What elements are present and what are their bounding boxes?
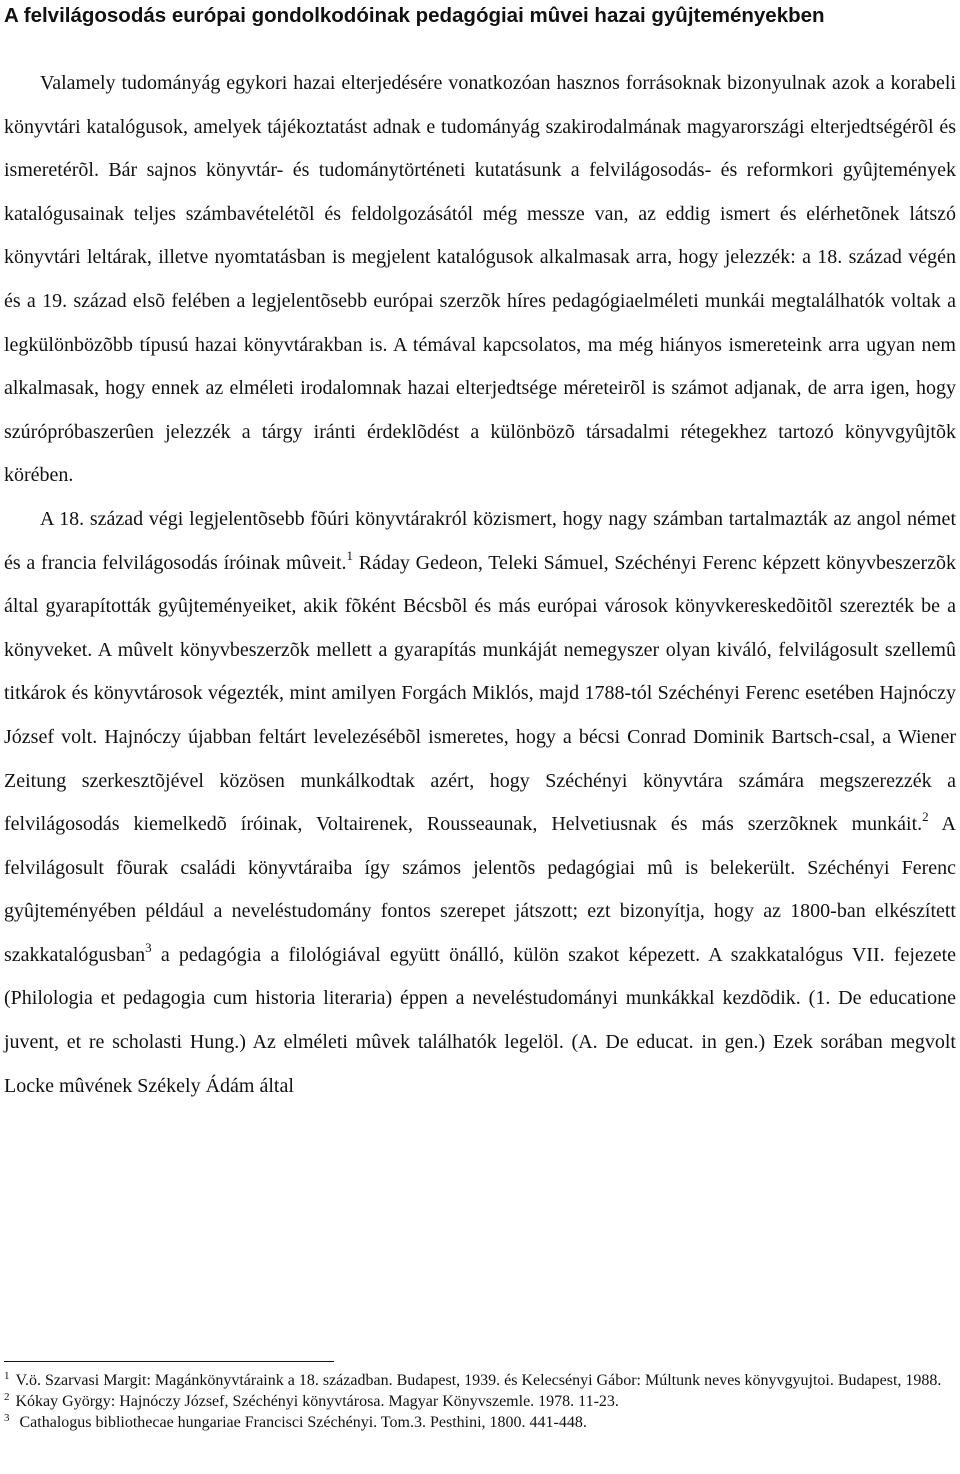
- footnote-text: Cathalogus bibliothecae hungariae Francisci Széchényi. Tom.3. Pesthini, 1800. 441-448.: [15, 1414, 587, 1431]
- paragraph-2-part-d: a pedagógia a filológiával együtt önálló, külön szakot képezett. A szakkatalógus VII. fejezete (Philologia et pedagogia cum historia literaria) éppen a neveléstudományi munkákkal kezdõdik. (1. De educatione juvent, et re scholasti Hung.) Az elméleti mûvek találhatók legelöl. (A. De educat. in gen.) Ezek sorában megvolt Locke mûvének Székely Ádám által: [4, 943, 956, 1097]
- paragraph-2-part-b: Ráday Gedeon, Teleki Sámuel, Széchényi Ferenc képzett könyvbeszerzõk által gyarapították gyûjteményeiket, akik fõként Bécsbõl és más európai városok könyvkereskedõitõl szerezték be a könyveket. A mûvelt könyvbeszerzõk mellett a gyarapítás munkáját nemegyszer olyan kiváló, felvilágosult szellemû titkárok és könyvtárosok végezték, mint amilyen Forgách Miklós, majd 1788-tól Széchényi Ferenc esetében Hajnóczy József volt. Hajnóczy újabban feltárt levelezésébõl ismeretes, hogy a bécsi Conrad Dominik Bartsch-csal, a Wiener Zeitung szerkesztõjével közösen munkálkodtak azért, hogy Széchényi könyvtára számára megszerezzék a felvilágosodás kiemelkedõ íróinak, Voltairenek, Rousseaunak, Helvetiusnak és más szerzõknek munkáit.: [4, 551, 956, 836]
- footnote-number: 1: [4, 1370, 10, 1382]
- footnote-number: 2: [4, 1391, 10, 1403]
- footnote-ref-1[interactable]: 1: [346, 547, 354, 563]
- footnote-ref-3[interactable]: 3: [145, 939, 152, 955]
- paragraph-2: [4, 498, 956, 1108]
- footnote-1: [4, 1370, 956, 1391]
- paragraph-2-part-c: A felvilágosult fõurak családi könyvtáraiba így számos jelentõs pedagógiai mû is belekerült. Széchényi Ferenc gyûjteményében például a neveléstudomány fontos szerepet játszott; ezt bizonyítja, hogy az 1800-ban elkészített szakkatalógusban: [4, 813, 956, 966]
- document-title: A felvilágosodás európai gondolkodóinak pedagógiai mûvei hazai gyûjteményekben: [4, 4, 825, 27]
- footnotes: [4, 1370, 956, 1433]
- footnote-separator: [4, 1361, 334, 1362]
- footnote-text: V.ö. Szarvasi Margit: Magánkönyvtáraink a 18. században. Budapest, 1939. és Kelecsényi Gábor: Múltunk neves könyvgyujtoi. Budapest, 1988.: [15, 1372, 942, 1389]
- paragraph-1: Valamely tudományág egykori hazai elterjedésére vonatkozóan hasznos forrásoknak bizonyulnak azok a korabeli könyvtári katalógusok, amelyek tájékoztatást adnak e tudományág szakirodalmának magyarországi elterjedtségérõl és ismeretérõl. Bár sajnos könyvtár- és tudománytörténeti kutatásunk a felvilágosodás- és reformkori gyûjtemények katalógusainak teljes számbavételétõl és feldolgozásától még messze van, az eddig ismert és elérhetõnek látszó könyvtári leltárak, illetve nyomtatásban is megjelent katalógusok alkalmasak arra, hogy jelezzék: a 18. század végén és a 19. század elsõ felében a legjelentõsebb európai szerzõk híres pedagógiaelméleti munkái megtalálhatók voltak a legkülönbözõbb típusú hazai könyvtárakban is. A témával kapcsolatos, ma még hiányos ismereteink arra ugyan nem alkalmasak, hogy ennek az elméleti irodalomnak hazai elterjedtsége méreteirõl is számot adjanak, de arra igen, hogy szúrópróbaszerûen jelezzék a tárgy iránti érdeklõdést a különbözõ társadalmi rétegekhez tartozó könyvgyûjtõk körében.: [4, 72, 956, 487]
- footnote-3: [4, 1412, 956, 1433]
- footnote-ref-2[interactable]: 2: [922, 809, 929, 825]
- body-text: [4, 62, 956, 1108]
- footnote-text: Kókay György: Hajnóczy József, Széchényi könyvtárosa. Magyar Könyvszemle. 1978. 11-23.: [15, 1393, 619, 1410]
- footnote-2: [4, 1391, 956, 1412]
- footnote-number: 3: [4, 1412, 10, 1424]
- paragraph-2-part-a: A 18. század végi legjelentõsebb fõúri könyvtárakról közismert, hogy nagy számban tartalmazták az angol német és a francia felvilágosodás íróinak mûveit.: [4, 507, 956, 574]
